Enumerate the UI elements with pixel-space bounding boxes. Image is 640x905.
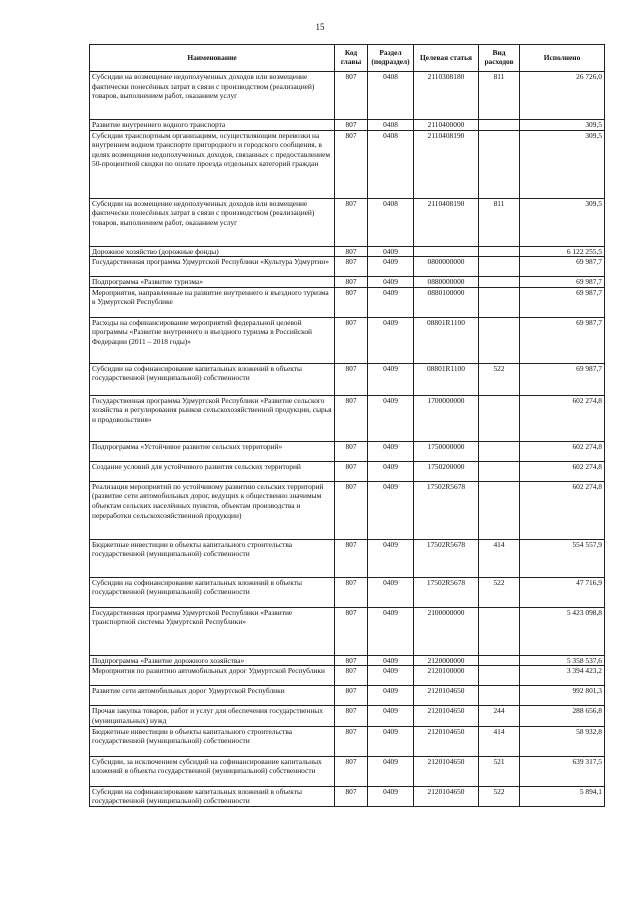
row-type: 522 <box>479 786 520 806</box>
row-name: Дорожное хозяйство (дорожные фонды) <box>90 246 335 257</box>
row-section: 0409 <box>368 441 414 461</box>
row-name: Мероприятия, направленные на развитие внутреннего и въездного туризма в Удмуртской Республике <box>90 287 335 317</box>
table-row <box>90 257 605 277</box>
row-name: Развитие внутреннего водного транспорта <box>90 120 335 131</box>
row-target: 2120104650 <box>414 786 479 806</box>
row-section: 0409 <box>368 257 414 277</box>
row-type <box>479 246 520 257</box>
row-type: 414 <box>479 726 520 756</box>
row-type <box>479 481 520 539</box>
row-amount: 6 122 255,5 <box>520 246 605 257</box>
budget-table <box>89 44 605 807</box>
header-code: Код главы <box>335 45 368 72</box>
table-row <box>90 130 605 198</box>
row-type: 811 <box>479 198 520 246</box>
row-type: 521 <box>479 756 520 786</box>
row-code: 807 <box>335 539 368 577</box>
row-name: Субсидии на возмещение недополученных доходов или возмещение фактически понесённых затрат в связи с производством (реализацией) товаров, выполнением работ, оказанием услуг <box>90 198 335 246</box>
table-row <box>90 706 605 726</box>
row-amount: 639 317,5 <box>520 756 605 786</box>
row-amount: 5 894,1 <box>520 786 605 806</box>
row-amount: 69 987,7 <box>520 277 605 288</box>
row-section: 0409 <box>368 481 414 539</box>
row-code: 807 <box>335 246 368 257</box>
table-row <box>90 461 605 481</box>
table-row <box>90 441 605 461</box>
row-section: 0408 <box>368 120 414 131</box>
row-code: 807 <box>335 666 368 686</box>
table-row <box>90 607 605 655</box>
row-name: Бюджетные инвестиции в объекты капитального строительства государственной (муниципальной) собственности <box>90 539 335 577</box>
header-amount: Исполнено <box>520 45 605 72</box>
row-code: 807 <box>335 317 368 363</box>
row-code: 807 <box>335 726 368 756</box>
row-target: 0880000000 <box>414 277 479 288</box>
header-target: Целевая статья <box>414 45 479 72</box>
table-row <box>90 287 605 317</box>
row-target: 2110308180 <box>414 72 479 120</box>
row-name: Бюджетные инвестиции в объекты капитального строительства государственной (муниципальной) собственности <box>90 726 335 756</box>
row-code: 807 <box>335 756 368 786</box>
table-row <box>90 686 605 706</box>
row-code: 807 <box>335 461 368 481</box>
row-section: 0409 <box>368 461 414 481</box>
header-section: Раздел (подраздел) <box>368 45 414 72</box>
row-type <box>479 130 520 198</box>
row-type: 522 <box>479 577 520 607</box>
row-type <box>479 395 520 441</box>
row-name: Государственная программа Удмуртской Республики «Культура Удмуртии» <box>90 257 335 277</box>
table-row <box>90 246 605 257</box>
row-code: 807 <box>335 786 368 806</box>
row-section: 0409 <box>368 395 414 441</box>
row-type <box>479 461 520 481</box>
row-name: Мероприятия по развитию автомобильных дорог Удмуртской Республики <box>90 666 335 686</box>
row-section: 0409 <box>368 317 414 363</box>
row-target: 0880100000 <box>414 287 479 317</box>
row-section: 0409 <box>368 363 414 395</box>
row-section: 0409 <box>368 539 414 577</box>
row-section: 0408 <box>368 72 414 120</box>
row-amount: 992 801,3 <box>520 686 605 706</box>
row-section: 0409 <box>368 726 414 756</box>
row-type <box>479 607 520 655</box>
row-code: 807 <box>335 686 368 706</box>
table-header-row <box>90 45 605 72</box>
row-code: 807 <box>335 72 368 120</box>
row-amount: 69 987,7 <box>520 287 605 317</box>
row-section: 0409 <box>368 655 414 666</box>
row-amount: 309,5 <box>520 130 605 198</box>
row-amount: 5 423 098,8 <box>520 607 605 655</box>
row-target: 2120100000 <box>414 666 479 686</box>
row-target: 08801R1100 <box>414 363 479 395</box>
row-type: 811 <box>479 72 520 120</box>
row-type <box>479 317 520 363</box>
row-type <box>479 686 520 706</box>
table-row <box>90 363 605 395</box>
row-section: 0408 <box>368 130 414 198</box>
row-name: Государственная программа Удмуртской Республики «Развитие транспортной системы Удмуртской Республики» <box>90 607 335 655</box>
table-row <box>90 756 605 786</box>
row-amount: 602 274,8 <box>520 395 605 441</box>
table-row <box>90 277 605 288</box>
table-row <box>90 539 605 577</box>
table-row <box>90 481 605 539</box>
row-code: 807 <box>335 120 368 131</box>
table-row <box>90 577 605 607</box>
row-target: 2120104650 <box>414 726 479 756</box>
table-row <box>90 395 605 441</box>
row-code: 807 <box>335 257 368 277</box>
row-name: Субсидии на возмещение недополученных доходов или возмещение фактически понесённых затрат в связи с производством (реализацией) товаров, выполнением работ, оказанием услуг <box>90 72 335 120</box>
row-name: Государственная программа Удмуртской Республики «Развитие сельского хозяйства и регулирования рынков сельскохозяйственной продукции, сырья и продовольствия» <box>90 395 335 441</box>
row-target: 2110408190 <box>414 198 479 246</box>
row-name: Прочая закупка товаров, работ и услуг для обеспечения государственных (муниципальных) нужд <box>90 706 335 726</box>
row-target: 17502R5678 <box>414 481 479 539</box>
row-type <box>479 666 520 686</box>
row-amount: 554 557,9 <box>520 539 605 577</box>
row-code: 807 <box>335 441 368 461</box>
row-name: Создание условий для устойчивого развития сельских территорий <box>90 461 335 481</box>
row-target: 2120104650 <box>414 706 479 726</box>
row-section: 0409 <box>368 277 414 288</box>
table-row <box>90 317 605 363</box>
row-name: Субсидии на софинансирование капитальных вложений в объекты государственной (муниципальной) собственности <box>90 363 335 395</box>
row-name: Субсидии на софинансирование капитальных вложений в объекты государственной (муниципальной) собственности <box>90 577 335 607</box>
row-code: 807 <box>335 655 368 666</box>
row-type <box>479 120 520 131</box>
row-amount: 26 726,0 <box>520 72 605 120</box>
row-name: Субсидии на софинансирование капитальных вложений в объекты государственной (муниципальной) собственности <box>90 786 335 806</box>
row-amount: 47 716,9 <box>520 577 605 607</box>
row-target <box>414 246 479 257</box>
row-section: 0409 <box>368 706 414 726</box>
row-amount: 3 394 423,2 <box>520 666 605 686</box>
page-number: 15 <box>315 22 325 32</box>
row-amount: 309,5 <box>520 198 605 246</box>
row-amount: 309,5 <box>520 120 605 131</box>
row-code: 807 <box>335 363 368 395</box>
row-section: 0409 <box>368 607 414 655</box>
table-row <box>90 72 605 120</box>
row-code: 807 <box>335 706 368 726</box>
row-code: 807 <box>335 198 368 246</box>
header-type: Вид расходов <box>479 45 520 72</box>
row-amount: 69 987,7 <box>520 317 605 363</box>
row-amount: 602 274,8 <box>520 441 605 461</box>
row-section: 0409 <box>368 666 414 686</box>
row-type: 522 <box>479 363 520 395</box>
row-target: 1700000000 <box>414 395 479 441</box>
row-name: Подпрограмма «Развитие туризма» <box>90 277 335 288</box>
row-amount: 69 987,7 <box>520 363 605 395</box>
table-row <box>90 120 605 131</box>
row-section: 0409 <box>368 786 414 806</box>
row-name: Развитие сети автомобильных дорог Удмуртской Республики <box>90 686 335 706</box>
row-name: Субсидии, за исключением субсидий на софинансирование капитальных вложений в объекты государственной (муниципальной) собственности <box>90 756 335 786</box>
table-row <box>90 666 605 686</box>
row-target: 08801R1100 <box>414 317 479 363</box>
row-type <box>479 277 520 288</box>
row-type <box>479 287 520 317</box>
row-amount: 5 358 537,6 <box>520 655 605 666</box>
row-target: 1750000000 <box>414 441 479 461</box>
row-type <box>479 441 520 461</box>
row-type: 414 <box>479 539 520 577</box>
row-target: 1750200000 <box>414 461 479 481</box>
row-amount: 69 987,7 <box>520 257 605 277</box>
row-code: 807 <box>335 607 368 655</box>
row-name: Субсидии транспортным организациям, осуществляющим перевозки на внутреннем водном транспорте пригородного и городского сообщения, в целях возмещения недополученных доходов, связанных с предоставлением 50-процентной скидки по оплате проезда отдельных категорий граждан <box>90 130 335 198</box>
row-target: 17502R5678 <box>414 539 479 577</box>
row-target: 2120104650 <box>414 686 479 706</box>
row-name: Подпрограмма «Устойчивое развитие сельских территорий» <box>90 441 335 461</box>
row-target: 2120000000 <box>414 655 479 666</box>
row-amount: 602 274,8 <box>520 481 605 539</box>
row-section: 0409 <box>368 577 414 607</box>
row-type <box>479 257 520 277</box>
table-row <box>90 655 605 666</box>
row-section: 0409 <box>368 686 414 706</box>
row-type <box>479 655 520 666</box>
row-code: 807 <box>335 481 368 539</box>
row-target: 2110408190 <box>414 130 479 198</box>
row-target: 2110400000 <box>414 120 479 131</box>
row-section: 0409 <box>368 246 414 257</box>
row-code: 807 <box>335 395 368 441</box>
row-amount: 288 656,8 <box>520 706 605 726</box>
row-code: 807 <box>335 130 368 198</box>
table-row <box>90 198 605 246</box>
row-section: 0408 <box>368 198 414 246</box>
header-name: Наименование <box>90 45 335 72</box>
row-target: 2120104650 <box>414 756 479 786</box>
row-code: 807 <box>335 277 368 288</box>
row-target: 0800000000 <box>414 257 479 277</box>
table-row <box>90 786 605 806</box>
row-target: 17502R5678 <box>414 577 479 607</box>
row-section: 0409 <box>368 756 414 786</box>
row-amount: 58 932,8 <box>520 726 605 756</box>
row-section: 0409 <box>368 287 414 317</box>
row-amount: 602 274,8 <box>520 461 605 481</box>
row-target: 2100000000 <box>414 607 479 655</box>
row-type: 244 <box>479 706 520 726</box>
row-name: Расходы на софинансирование мероприятий федеральной целевой программы «Развитие внутреннего и въездного туризма в Российской Федерации (2011 – 2018 годы)» <box>90 317 335 363</box>
row-name: Подпрограмма «Развитие дорожного хозяйства» <box>90 655 335 666</box>
row-code: 807 <box>335 287 368 317</box>
table-row <box>90 726 605 756</box>
row-name: Реализация мероприятий по устойчивому развитию сельских территорий (развитие сети автомобильных дорог, ведущих к общественно значимым объектам сельских населённых пунктов, объектам производства и переработки сельскохозяйственной продукции) <box>90 481 335 539</box>
row-code: 807 <box>335 577 368 607</box>
